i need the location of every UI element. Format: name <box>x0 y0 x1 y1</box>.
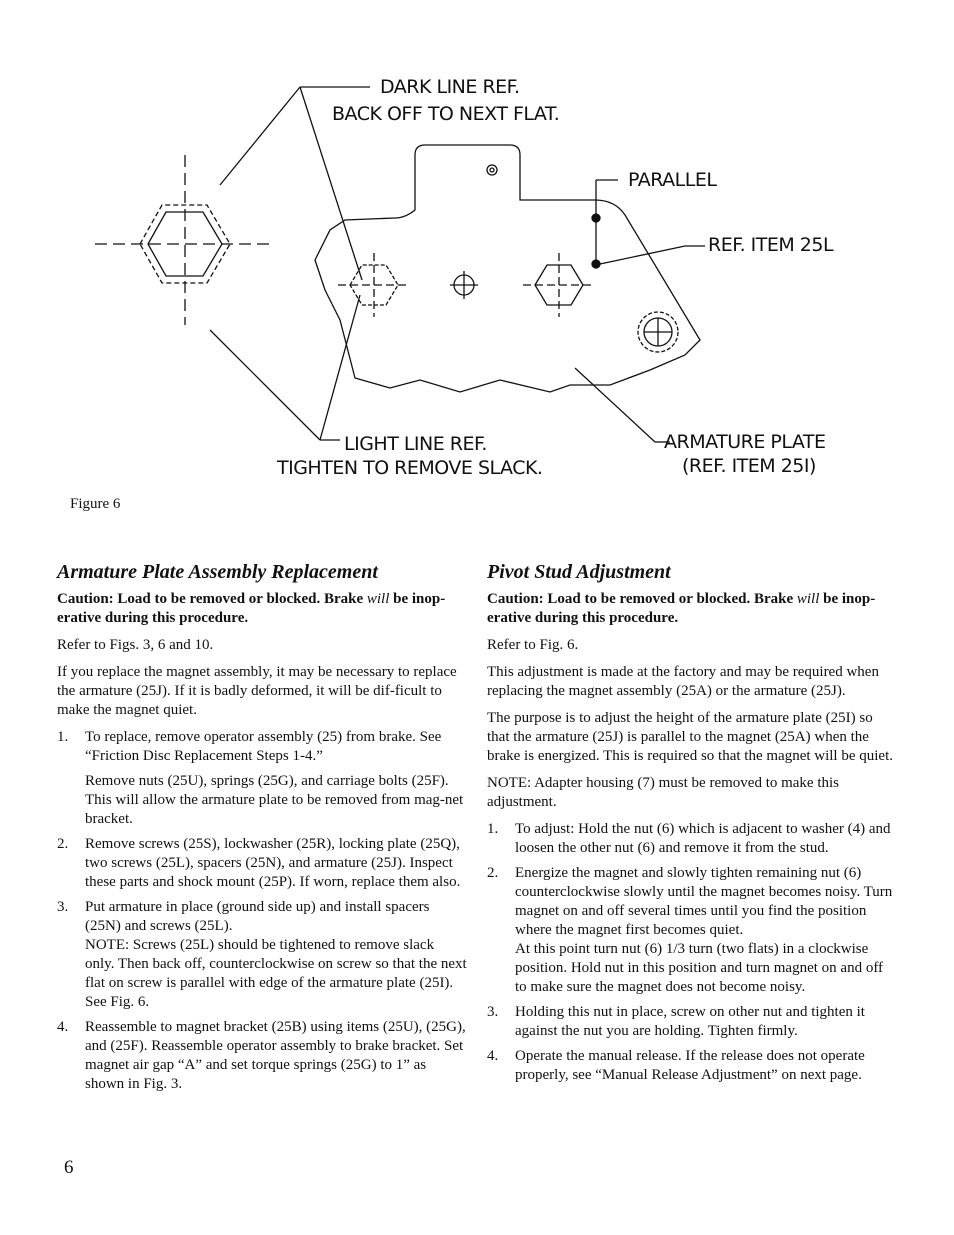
section-heading: Pivot Stud Adjustment <box>487 561 671 583</box>
caution-note: Caution: Load to be removed or blocked. Brake will be inop-erative during this procedure. <box>57 591 446 626</box>
right-column <box>487 560 897 1091</box>
center-hole <box>450 271 478 299</box>
list-item: 3. Put armature in place (ground side up) and install spacers (25N) and screws (25L). NOTE: Screws (25L) should be tightened to remove slack only. Then back off, counterclockwise on screw so that the next flat on screw is parallel with edge of the armature plate (25I). See Fig. 6. <box>57 899 467 1010</box>
callout-parallel: PARALLEL <box>628 169 717 191</box>
caution-note: Caution: Load to be removed or blocked. Brake will be inop-erative during this procedure. <box>487 591 876 626</box>
list-item: 4. Operate the manual release. If the release does not operate properly, see “Manual Release Adjustment” on next page. <box>487 1048 865 1083</box>
callout-back-off: BACK OFF TO NEXT FLAT. <box>332 103 560 125</box>
refer-text: Refer to Figs. 3, 6 and 10. <box>57 637 214 653</box>
list-item: 2. Remove screws (25S), lockwasher (25R), locking plate (25Q), two screws (25L), spacers (25N), and armature (25J). Inspect these parts and shock mount (25P). If worn, replace them also. <box>57 836 461 890</box>
intro-paragraph: If you replace the magnet assembly, it may be necessary to replace the armature (25J). If it is badly deformed, it will be dif-ficult to make the magnet quiet. <box>57 664 457 718</box>
callout-tighten: TIGHTEN TO REMOVE SLACK. <box>277 457 543 479</box>
figure-caption: Figure 6 <box>70 496 121 512</box>
left-screw-nut <box>338 253 410 317</box>
section-heading: Armature Plate Assembly Replacement <box>57 561 378 583</box>
paragraph: The purpose is to adjust the height of the armature plate (25I) so that the armature (25J) is parallel to the magnet (25A) when the brake is energized. This is required so that the magnet will be quiet. <box>487 710 894 764</box>
figure-6-diagram <box>90 70 870 490</box>
pivot-stud <box>638 312 678 352</box>
steps-list <box>57 728 467 1094</box>
list-item: 3. Holding this nut in place, screw on other nut and tighten it against the nut you are holding. Tighten firmly. <box>487 1004 865 1039</box>
callout-light-line: LIGHT LINE REF. <box>344 433 487 455</box>
list-item: 4. Reassemble to magnet bracket (25B) using items (25U), (25G), and (25F). Reassemble operator assembly to brake bracket. Set magnet air gap “A” and set torque springs (25G) to 1” as shown in Fig. 3. <box>57 1019 466 1092</box>
large-nut-diagram <box>95 155 275 325</box>
list-item: 1. To replace, remove operator assembly (25) from brake. See “Friction Disc Replacement Steps 1-4.” Remove nuts (25U), springs (25G), and carriage bolts (25F). This will allow the armature plate to be removed from mag-net bracket. <box>57 729 464 827</box>
refer-text: Refer to Fig. 6. <box>487 637 579 653</box>
paragraph: This adjustment is made at the factory and may be required when replacing the magnet assembly (25A) or the armature (25J). <box>487 664 879 699</box>
callout-dark-line: DARK LINE REF. <box>380 76 520 98</box>
left-column <box>57 560 467 1100</box>
right-screw-nut <box>523 253 595 317</box>
callout-ref-25i: (REF. ITEM 25I) <box>682 455 816 477</box>
list-item: 2. Energize the magnet and slowly tighten remaining nut (6) counterclockwise slowly until the magnet becomes noisy. Turn magnet on and off several times until you find the position where the magnet first becomes quiet. At this point turn nut (6) 1/3 turn (two flats) in a clockwise position. Hold nut in this position and turn magnet on and off to make sure the magnet does not become noisy. <box>487 865 893 995</box>
callout-ref-25l: REF. ITEM 25L <box>708 234 834 256</box>
steps-list <box>487 820 897 1085</box>
list-item: 1. To adjust: Hold the nut (6) which is adjacent to washer (4) and loosen the other nut (6) and remove it from the stud. <box>487 821 891 856</box>
callout-armature-plate: ARMATURE PLATE <box>664 431 826 453</box>
page-number: 6 <box>64 1157 74 1178</box>
note-paragraph: NOTE: Adapter housing (7) must be removed to make this adjustment. <box>487 775 840 810</box>
